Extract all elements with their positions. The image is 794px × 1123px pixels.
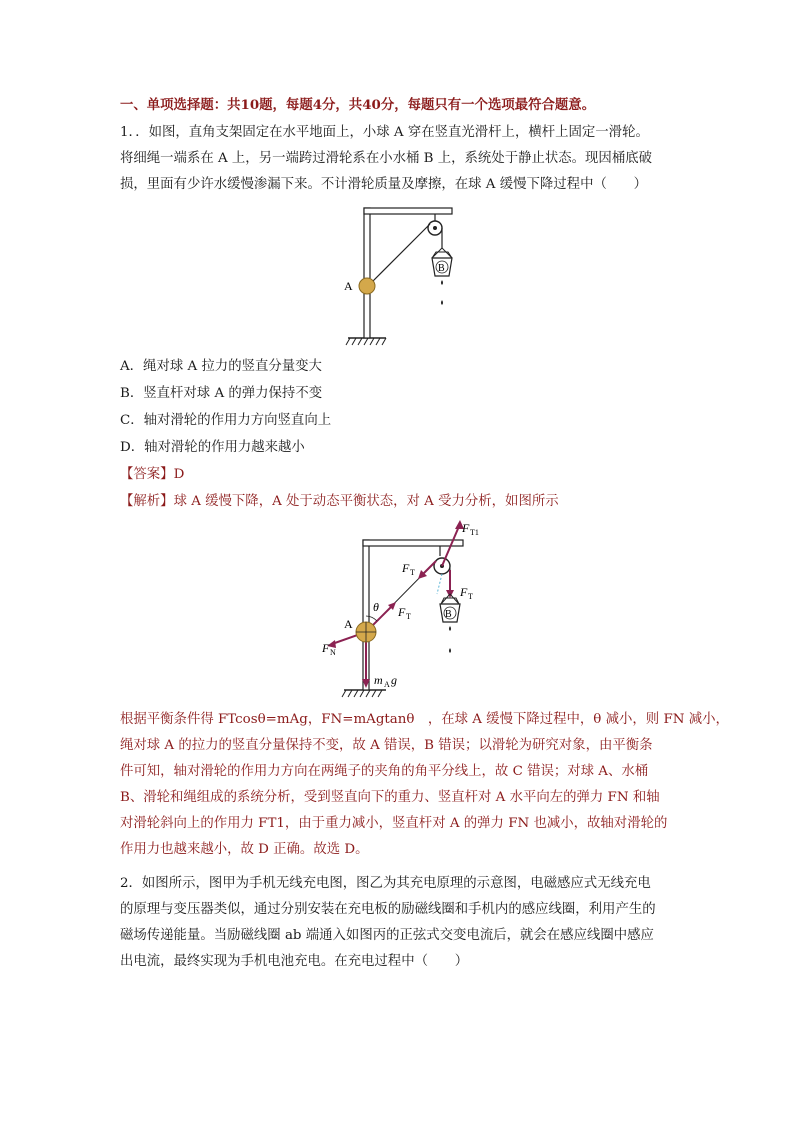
label-ft-a-sub: T	[406, 612, 411, 621]
q1-fig-label-b: B	[438, 263, 445, 274]
q2-stem-line-2: 的原理与变压器类似，通过分别安装在充电板的励磁线圈和手机内的感应线圈，利用产生的	[120, 902, 656, 917]
q1-analysis-line-4: B、滑轮和绳组成的系统分析，受到竖直向下的重力、竖直杆对 A 水平向左的弹力 FN 和轴	[120, 790, 660, 805]
q1-stem-line-3: 损，里面有少许水缓慢渗漏下来。不计滑轮质量及摩擦，在球 A 缓慢下降过程中（ ）	[120, 177, 648, 192]
label-mg-m: m	[374, 673, 383, 687]
section-header: 一、单项选择题：共10题，每题4分，共40分，每题只有一个选项最符合题意。	[120, 97, 596, 113]
analysis-tag: 【解析】	[120, 494, 174, 509]
label-mg-sub: A	[384, 680, 390, 689]
q1-stem-line-2: 将细绳一端系在 A 上，另一端跨过滑轮系在小水桶 B 上，系统处于静止状态。现因桶底破	[120, 151, 652, 166]
label-a: A	[344, 617, 353, 631]
q2-stem-line-1: 2．如图所示，图甲为手机无线充电图，图乙为其充电原理的示意图，电磁感应式无线充电	[120, 876, 651, 891]
q1-option-c: C．轴对滑轮的作用力方向竖直向上	[120, 413, 332, 428]
label-ft-right: F	[460, 585, 468, 599]
q1-force-figure	[318, 514, 488, 704]
answer-value: D	[173, 467, 185, 482]
label-ft1-sub: T1	[470, 528, 479, 537]
label-fn: F	[322, 641, 330, 655]
label-theta: θ	[373, 600, 379, 614]
label-ft-top: F	[402, 561, 410, 575]
answer-tag: 【答案】	[120, 467, 174, 482]
q1-analysis-line-2: 绳对球 A 的拉力的竖直分量保持不变，故 A 错误，B 错误；以滑轮为研究对象，由平衡条	[120, 738, 653, 753]
q1-option-a: A．绳对球 A 拉力的竖直分量变大	[120, 359, 322, 374]
q1-answer-line	[120, 466, 680, 484]
q1-stem-line-1: 1．．如图，直角支架固定在水平地面上，小球 A 穿在竖直光滑杆上，横杆上固定一滑轮。	[120, 125, 649, 140]
q2-stem-line-4: 出电流，最终实现为手机电池充电。在充电过程中（ ）	[120, 954, 469, 969]
q1-analysis-first	[120, 493, 680, 511]
q1-option-d: D．轴对滑轮的作用力越来越小	[120, 440, 305, 455]
label-fn-sub: N	[330, 648, 336, 657]
q2-stem-line-3: 磁场传递能量。当励磁线圈 ab 端通入如图丙的正弦式交变电流后，就会在感应线圈中感应	[120, 928, 654, 943]
q1-analysis-line-3: 件可知，轴对滑轮的作用力方向在两绳子的夹角的角平分线上，故 C 错误；对球 A、水桶	[120, 764, 649, 779]
label-ft1: F	[462, 521, 470, 535]
label-ft-top-sub: T	[410, 568, 415, 577]
q1-fig-label-a: A	[344, 279, 353, 293]
label-ft-a: F	[398, 605, 406, 619]
label-b: B	[445, 609, 452, 620]
q1-figure	[338, 200, 458, 350]
analysis-first-text: 球 A 缓慢下降，A 处于动态平衡状态，对 A 受力分析，如图所示	[173, 494, 559, 509]
label-mg-g: g	[391, 673, 397, 687]
q1-analysis-line-5: 对滑轮斜向上的作用力 FT1，由于重力减小，竖直杆对 A 的弹力 FN 也减小，故轴对滑轮的	[120, 816, 668, 831]
q1-option-b: B．竖直杆对球 A 的弹力保持不变	[120, 386, 323, 401]
label-ft-right-sub: T	[468, 592, 473, 601]
q1-analysis-line-6: 作用力也越来越小，故 D 正确。故选 D。	[120, 842, 369, 857]
q1-analysis-line-1: 根据平衡条件得 FTcosθ=mAg，FN=mAgtanθ ，在球 A 缓慢下降过程中，θ 减小，则 FN 减小，	[120, 712, 729, 727]
